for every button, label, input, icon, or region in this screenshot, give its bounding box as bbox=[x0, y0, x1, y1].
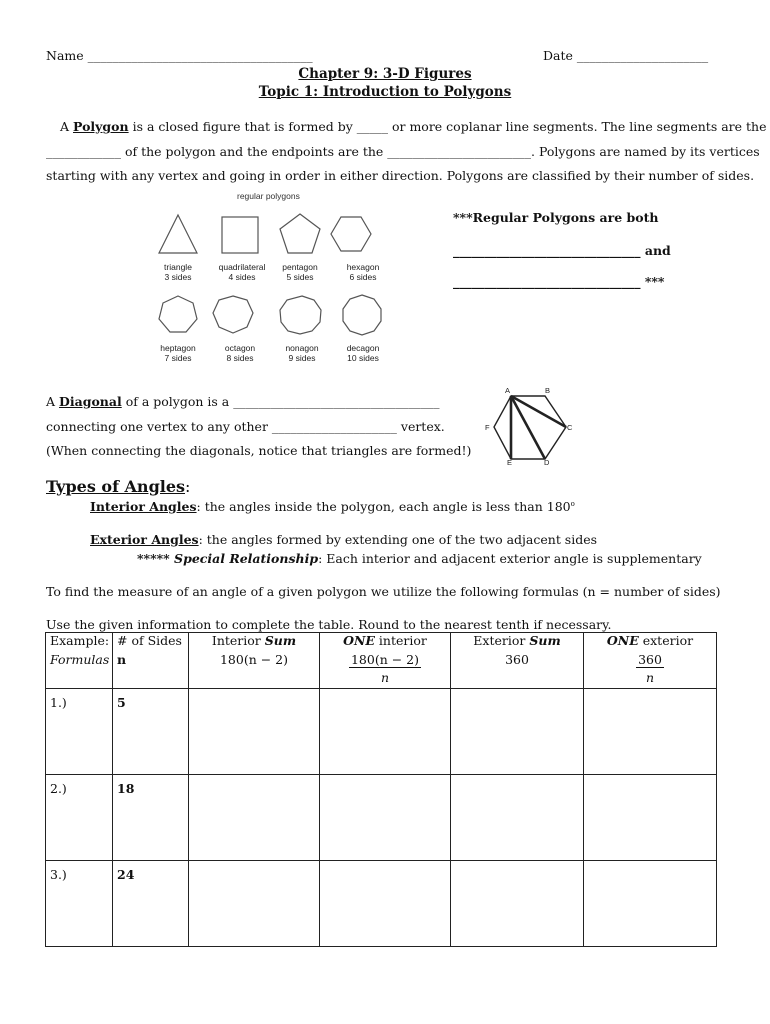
square-shape bbox=[222, 217, 258, 253]
topic-title: Topic 1: Introduction to Polygons bbox=[258, 84, 512, 100]
vertex-label-b: B bbox=[545, 386, 551, 395]
answer-cell[interactable] bbox=[189, 689, 320, 775]
row-label: 2.) bbox=[46, 775, 113, 861]
interior-angles-definition: Interior Angles: the angles inside the polygon, each angle is less than 180$^o$ bbox=[90, 499, 575, 514]
polygon-definition-line1: A Polygon is a closed figure that is formed by _____ or more coplanar line segments. The line segments are the bbox=[60, 119, 767, 134]
formula-n: n bbox=[113, 651, 189, 689]
shape-label-triangle: triangle 3 sides bbox=[164, 262, 192, 282]
name-field[interactable]: Name ____________________________________ bbox=[46, 48, 313, 63]
special-relationship: ***** Special Relationship: Each interior and adjacent exterior angle is supplementary bbox=[137, 551, 702, 566]
heptagon-shape bbox=[159, 296, 197, 332]
answer-cell[interactable] bbox=[451, 689, 584, 775]
hexagon-diagonals-figure bbox=[482, 383, 582, 468]
header-interior-sum: Interior Sum bbox=[189, 633, 320, 651]
exterior-angles-term: Exterior Angles bbox=[90, 532, 199, 547]
answer-cell[interactable] bbox=[189, 775, 320, 861]
polygon-definition-line3: starting with any vertex and going in order in either direction. Polygons are classified by their number of sides. bbox=[46, 168, 755, 183]
polygon-term: Polygon bbox=[73, 119, 129, 134]
shape-label-nonagon: nonagon 9 sides bbox=[285, 343, 319, 363]
shape-label-octagon: octagon 8 sides bbox=[224, 343, 256, 363]
vertex-label-a: A bbox=[505, 386, 511, 395]
answer-cell[interactable] bbox=[451, 861, 584, 947]
answer-cell[interactable] bbox=[320, 861, 451, 947]
exterior-angles-definition: Exterior Angles: the angles formed by extending one of the two adjacent sides bbox=[90, 532, 598, 547]
shape-label-hexagon: hexagon 6 sides bbox=[346, 262, 380, 282]
nonagon-shape bbox=[280, 296, 321, 334]
header-example: Example: bbox=[46, 633, 113, 651]
answer-cell[interactable] bbox=[584, 775, 717, 861]
formulas-intro: To find the measure of an angle of a given polygon we utilize the following formulas (n = number of sides) bbox=[46, 584, 721, 599]
decagon-shape bbox=[343, 295, 381, 335]
chapter-title: Chapter 9: 3-D Figures bbox=[298, 66, 472, 82]
table-row bbox=[46, 861, 717, 947]
formula-row bbox=[46, 651, 717, 689]
table-row bbox=[46, 775, 717, 861]
row-sides: 24 bbox=[113, 861, 189, 947]
octagon-shape bbox=[213, 296, 253, 333]
shape-label-pentagon: pentagon 5 sides bbox=[282, 262, 318, 282]
vertex-label-c: C bbox=[567, 423, 573, 432]
date-field[interactable]: Date _____________________ bbox=[543, 48, 709, 63]
formula-exterior-sum: 360 bbox=[451, 651, 584, 689]
shape-label-decagon: decagon 10 sides bbox=[346, 343, 380, 363]
shape-label-quadrilateral: quadrilateral 4 sides bbox=[218, 262, 266, 282]
formula-label: Formulas bbox=[46, 651, 113, 689]
interior-angles-term: Interior Angles bbox=[90, 499, 197, 514]
regular-note-line1: ***Regular Polygons are both bbox=[453, 210, 659, 225]
header-one-interior: ONE interior bbox=[320, 633, 451, 651]
shape-label-heptagon: heptagon 7 sides bbox=[160, 343, 196, 363]
header-exterior-sum: Exterior Sum bbox=[451, 633, 584, 651]
diagonal-definition-line2: connecting one vertex to any other ____________________ vertex. bbox=[46, 419, 445, 434]
header-one-exterior: ONE exterior bbox=[584, 633, 717, 651]
answer-cell[interactable] bbox=[320, 775, 451, 861]
vertex-label-f: F bbox=[485, 423, 490, 432]
answer-cell[interactable] bbox=[451, 775, 584, 861]
answer-cell[interactable] bbox=[320, 689, 451, 775]
answer-cell[interactable] bbox=[584, 689, 717, 775]
regular-note-line2: ______________________________ and bbox=[453, 243, 671, 258]
vertex-label-e: E bbox=[507, 458, 513, 467]
pentagon-shape bbox=[280, 214, 320, 253]
formula-one-exterior: $\frac{360}{n}$ bbox=[584, 651, 717, 689]
row-sides: 5 bbox=[113, 689, 189, 775]
regular-polygons-caption: regular polygons bbox=[237, 191, 300, 201]
row-label: 1.) bbox=[46, 689, 113, 775]
angles-table bbox=[45, 632, 717, 947]
polygon-definition-line2: ____________ of the polygon and the endpoints are the _______________________. Polygons are named by its vertices bbox=[46, 144, 760, 159]
answer-cell[interactable] bbox=[189, 861, 320, 947]
hexagon-shape bbox=[331, 217, 371, 251]
formula-one-interior: $\frac{180(n - 2)}{n}$ bbox=[320, 651, 451, 689]
diagonal-term: Diagonal bbox=[59, 394, 122, 409]
angles-heading: Types of Angles: bbox=[46, 477, 191, 496]
row-label: 3.) bbox=[46, 861, 113, 947]
triangle-shape bbox=[159, 215, 197, 253]
table-intro: Use the given information to complete the table. Round to the nearest tenth if necessary. bbox=[46, 617, 612, 632]
vertex-label-d: D bbox=[544, 458, 550, 467]
table-row bbox=[46, 689, 717, 775]
header-sides: # of Sides bbox=[113, 633, 189, 651]
formula-interior-sum: 180(n − 2) bbox=[189, 651, 320, 689]
regular-note-line3: ______________________________ *** bbox=[453, 274, 665, 289]
diagonal-definition-line3: (When connecting the diagonals, notice that triangles are formed!) bbox=[46, 443, 472, 458]
answer-cell[interactable] bbox=[584, 861, 717, 947]
table-header-row bbox=[46, 633, 717, 651]
row-sides: 18 bbox=[113, 775, 189, 861]
diagonal-definition-line1: A Diagonal of a polygon is a _________________________________ bbox=[46, 394, 440, 409]
